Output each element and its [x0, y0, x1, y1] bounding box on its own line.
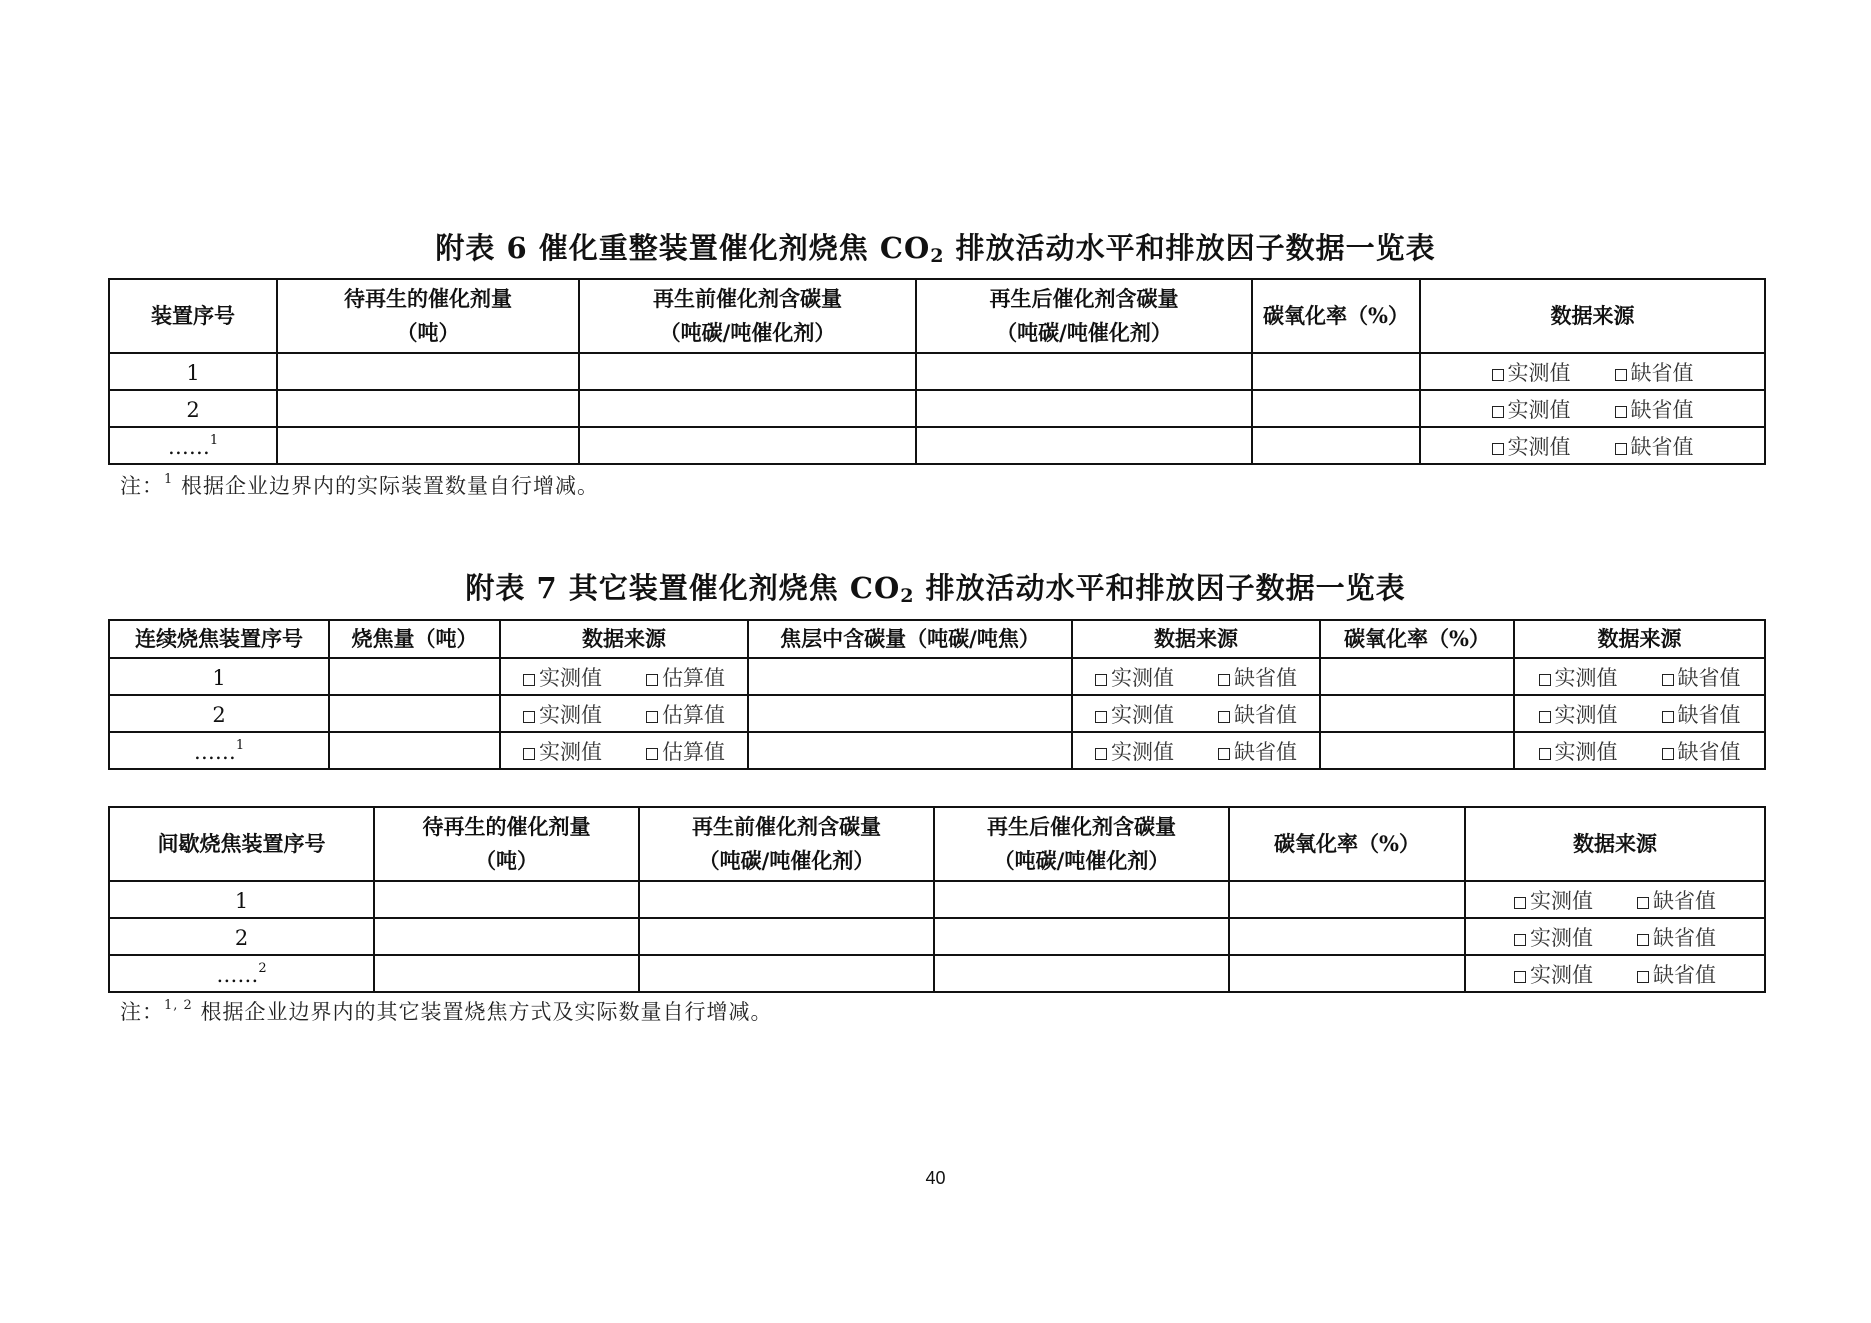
source-option[interactable]: 缺省值	[1615, 357, 1694, 387]
table7-header-row	[109, 620, 1765, 658]
checkbox-icon	[1662, 674, 1674, 686]
input-cell[interactable]	[916, 427, 1252, 464]
table-row	[109, 695, 1765, 732]
source-option[interactable]: 估算值	[646, 662, 725, 692]
input-cell[interactable]	[329, 695, 500, 732]
source-option[interactable]: 实测值	[1514, 885, 1593, 915]
source-option[interactable]: 缺省值	[1637, 885, 1716, 915]
source-option[interactable]: 实测值	[1539, 699, 1618, 729]
source-cell	[1420, 353, 1765, 390]
row-id: 1	[109, 658, 329, 695]
checkbox-icon	[1662, 748, 1674, 760]
table6-header: 数据来源	[1420, 279, 1765, 353]
source-option[interactable]: 实测值	[1095, 662, 1174, 692]
source-cell	[500, 695, 748, 732]
source-option[interactable]: 实测值	[523, 736, 602, 766]
checkbox-icon	[1539, 748, 1551, 760]
input-cell[interactable]	[374, 881, 639, 918]
input-cell[interactable]	[1229, 955, 1465, 992]
source-cell	[1072, 658, 1320, 695]
input-cell[interactable]	[277, 353, 579, 390]
source-option[interactable]: 缺省值	[1218, 736, 1297, 766]
source-option[interactable]: 实测值	[1492, 394, 1571, 424]
source-option[interactable]: 缺省值	[1218, 662, 1297, 692]
source-option[interactable]: 估算值	[646, 699, 725, 729]
input-cell[interactable]	[1252, 390, 1420, 427]
checkbox-icon	[1218, 674, 1230, 686]
table6-header: 待再生的催化剂量 （吨）	[277, 279, 579, 353]
source-option[interactable]: 实测值	[1492, 431, 1571, 461]
checkbox-icon	[1637, 971, 1649, 983]
table7-header: 碳氧化率（%）	[1320, 620, 1514, 658]
table6-header: 装置序号	[109, 279, 277, 353]
source-option[interactable]: 实测值	[1514, 922, 1593, 952]
row-id: 2	[109, 390, 277, 427]
checkbox-icon	[1615, 443, 1627, 455]
checkbox-icon	[1492, 406, 1504, 418]
table6-header-row	[109, 279, 1765, 353]
source-option[interactable]: 缺省值	[1662, 699, 1741, 729]
table7-header: 焦层中含碳量（吨碳/吨焦）	[748, 620, 1072, 658]
input-cell[interactable]	[748, 658, 1072, 695]
source-cell	[1465, 881, 1765, 918]
input-cell[interactable]	[579, 390, 916, 427]
row-id: ……$^2$	[109, 955, 374, 992]
table6-title: 附表 6 催化重整装置催化剂烧焦 $CO_2$ 排放活动水平和排放因子数据一览表	[435, 231, 1436, 267]
input-cell[interactable]	[748, 732, 1072, 769]
table7-header: 再生前催化剂含碳量 （吨碳/吨催化剂）	[639, 807, 934, 881]
input-cell[interactable]	[1229, 918, 1465, 955]
input-cell[interactable]	[1320, 732, 1514, 769]
source-option[interactable]: 实测值	[1095, 736, 1174, 766]
input-cell[interactable]	[579, 427, 916, 464]
table6-header: 再生前催化剂含碳量 （吨碳/吨催化剂）	[579, 279, 916, 353]
input-cell[interactable]	[1252, 353, 1420, 390]
input-cell[interactable]	[374, 955, 639, 992]
row-id: ……$^1$	[109, 732, 329, 769]
row-id: 2	[109, 695, 329, 732]
source-option[interactable]: 实测值	[1095, 699, 1174, 729]
table7-header: 间歇烧焦装置序号	[109, 807, 374, 881]
input-cell[interactable]	[329, 732, 500, 769]
table7-continuous	[108, 619, 1766, 770]
input-cell[interactable]	[639, 955, 934, 992]
input-cell[interactable]	[329, 658, 500, 695]
input-cell[interactable]	[277, 427, 579, 464]
checkbox-icon	[1095, 674, 1107, 686]
source-option[interactable]: 缺省值	[1662, 736, 1741, 766]
source-option[interactable]: 缺省值	[1615, 431, 1694, 461]
row-id: 2	[109, 918, 374, 955]
source-cell	[1072, 732, 1320, 769]
source-option[interactable]: 缺省值	[1615, 394, 1694, 424]
source-option[interactable]: 缺省值	[1637, 959, 1716, 989]
checkbox-icon	[1218, 748, 1230, 760]
input-cell[interactable]	[934, 955, 1229, 992]
source-cell	[1420, 427, 1765, 464]
input-cell[interactable]	[639, 881, 934, 918]
input-cell[interactable]	[916, 390, 1252, 427]
source-option[interactable]: 缺省值	[1637, 922, 1716, 952]
table7-header: 数据来源	[1514, 620, 1765, 658]
checkbox-icon	[646, 674, 658, 686]
checkbox-icon	[523, 748, 535, 760]
source-option[interactable]: 实测值	[523, 699, 602, 729]
checkbox-icon	[1514, 971, 1526, 983]
table7-header: 数据来源	[500, 620, 748, 658]
checkbox-icon	[523, 711, 535, 723]
table6-header: 再生后催化剂含碳量 （吨碳/吨催化剂）	[916, 279, 1252, 353]
checkbox-icon	[1637, 934, 1649, 946]
table7-header-row	[109, 807, 1765, 881]
table6-header: 碳氧化率（%）	[1252, 279, 1420, 353]
checkbox-icon	[1615, 369, 1627, 381]
source-cell	[1514, 732, 1765, 769]
table-row	[109, 427, 1765, 464]
source-option[interactable]: 缺省值	[1218, 699, 1297, 729]
table7-note: 注：$^{1, 2}$ 根据企业边界内的其它装置烧焦方式及实际数量自行增减。	[120, 998, 773, 1024]
source-option[interactable]: 实测值	[523, 662, 602, 692]
table-row	[109, 732, 1765, 769]
input-cell[interactable]	[1229, 881, 1465, 918]
table-row	[109, 658, 1765, 695]
checkbox-icon	[1514, 897, 1526, 909]
table7-header: 连续烧焦装置序号	[109, 620, 329, 658]
checkbox-icon	[1492, 443, 1504, 455]
row-id: 1	[109, 881, 374, 918]
source-cell	[500, 658, 748, 695]
page-number: 40	[925, 1168, 946, 1188]
row-id: ……$^1$	[109, 427, 277, 464]
input-cell[interactable]	[1320, 695, 1514, 732]
source-option[interactable]: 实测值	[1514, 959, 1593, 989]
table-row	[109, 955, 1765, 992]
source-cell	[1465, 918, 1765, 955]
input-cell[interactable]	[579, 353, 916, 390]
checkbox-icon	[1637, 897, 1649, 909]
input-cell[interactable]	[916, 353, 1252, 390]
table6-note: 注：$^1$ 根据企业边界内的实际装置数量自行增减。	[120, 472, 599, 498]
checkbox-icon	[1514, 934, 1526, 946]
source-option[interactable]: 实测值	[1492, 357, 1571, 387]
checkbox-icon	[1095, 748, 1107, 760]
source-option[interactable]: 实测值	[1539, 662, 1618, 692]
source-option[interactable]: 实测值	[1539, 736, 1618, 766]
checkbox-icon	[1615, 406, 1627, 418]
checkbox-icon	[1492, 369, 1504, 381]
source-cell	[1420, 390, 1765, 427]
row-id: 1	[109, 353, 277, 390]
checkbox-icon	[1662, 711, 1674, 723]
input-cell[interactable]	[1320, 658, 1514, 695]
source-cell	[500, 732, 748, 769]
checkbox-icon	[1539, 674, 1551, 686]
table-row	[109, 353, 1765, 390]
input-cell[interactable]	[1252, 427, 1420, 464]
table-row	[109, 918, 1765, 955]
table7-header: 数据来源	[1465, 807, 1765, 881]
table7-header: 数据来源	[1072, 620, 1320, 658]
table7-header: 待再生的催化剂量 （吨）	[374, 807, 639, 881]
checkbox-icon	[523, 674, 535, 686]
table7-title: 附表 7 其它装置催化剂烧焦 $CO_2$ 排放活动水平和排放因子数据一览表	[465, 571, 1406, 607]
table-row	[109, 881, 1765, 918]
source-option[interactable]: 估算值	[646, 736, 725, 766]
source-cell	[1465, 955, 1765, 992]
checkbox-icon	[1095, 711, 1107, 723]
checkbox-icon	[646, 711, 658, 723]
input-cell[interactable]	[639, 918, 934, 955]
checkbox-icon	[1218, 711, 1230, 723]
input-cell[interactable]	[934, 881, 1229, 918]
table-row	[109, 390, 1765, 427]
table7-header: 烧焦量（吨）	[329, 620, 500, 658]
table7-header: 碳氧化率（%）	[1229, 807, 1465, 881]
input-cell[interactable]	[934, 918, 1229, 955]
table6	[108, 278, 1766, 465]
input-cell[interactable]	[748, 695, 1072, 732]
input-cell[interactable]	[374, 918, 639, 955]
source-cell	[1072, 695, 1320, 732]
source-cell	[1514, 658, 1765, 695]
source-cell	[1514, 695, 1765, 732]
input-cell[interactable]	[277, 390, 579, 427]
table7-header: 再生后催化剂含碳量 （吨碳/吨催化剂）	[934, 807, 1229, 881]
table7-intermittent	[108, 806, 1766, 993]
checkbox-icon	[646, 748, 658, 760]
source-option[interactable]: 缺省值	[1662, 662, 1741, 692]
checkbox-icon	[1539, 711, 1551, 723]
